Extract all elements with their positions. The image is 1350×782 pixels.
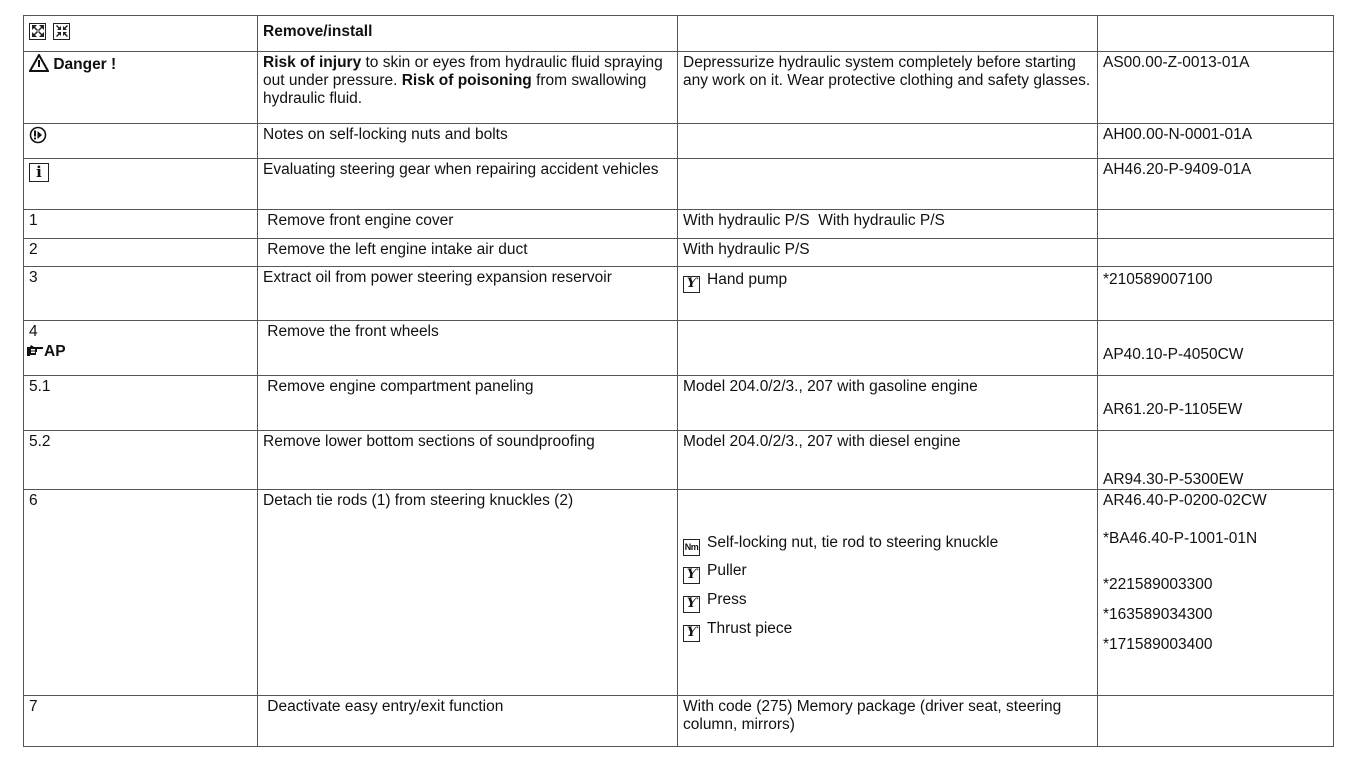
step-number: 2 bbox=[24, 239, 258, 267]
ap-label: AP bbox=[44, 343, 66, 360]
special-tool-icon: Ƴ bbox=[683, 567, 700, 584]
header-icons-cell bbox=[24, 16, 258, 52]
step-row bbox=[24, 490, 1334, 696]
step-number-cell bbox=[24, 321, 258, 376]
step-text: Remove lower bottom sections of soundproofing bbox=[258, 431, 678, 490]
header-title: Remove/install bbox=[258, 16, 678, 52]
special-tool-icon: Ƴ bbox=[683, 625, 700, 642]
step-number: 7 bbox=[24, 696, 258, 747]
note-text: Notes on self-locking nuts and bolts bbox=[258, 124, 678, 159]
step-row bbox=[24, 210, 1334, 239]
step-ref[interactable]: AP40.10-P-4050CW bbox=[1103, 346, 1244, 363]
step-text: Remove the front wheels bbox=[258, 321, 678, 376]
step-row bbox=[24, 239, 1334, 267]
step-detail-cell bbox=[678, 490, 1098, 696]
risk-poisoning-label: Risk of poisoning bbox=[401, 72, 532, 89]
torque-spec bbox=[683, 534, 1093, 556]
tool-name: Thrust piece bbox=[707, 620, 793, 637]
step-note: With code (275) Memory package (driver seat, steering column, mirrors) bbox=[678, 696, 1098, 747]
step-row bbox=[24, 321, 1334, 376]
danger-ref[interactable]: AS00.00-Z-0013-01A bbox=[1098, 52, 1334, 124]
step-row bbox=[24, 696, 1334, 747]
danger-risk-cell bbox=[258, 52, 678, 124]
step-number: 4 bbox=[29, 323, 38, 340]
torque-icon: Nm bbox=[683, 539, 700, 556]
danger-label-cell bbox=[24, 52, 258, 124]
step-text: Deactivate easy entry/exit function bbox=[258, 696, 678, 747]
step-number: 3 bbox=[24, 267, 258, 321]
step-ref[interactable]: AR46.40-P-0200-02CW bbox=[1103, 492, 1267, 509]
tool-ref[interactable]: *163589034300 bbox=[1103, 606, 1213, 623]
procedure-table bbox=[23, 15, 1334, 747]
note-row bbox=[24, 124, 1334, 159]
step-text: Remove the left engine intake air duct bbox=[258, 239, 678, 267]
step-ref-cell bbox=[1098, 490, 1334, 696]
step-row bbox=[24, 431, 1334, 490]
step-note: With hydraulic P/S With hydraulic P/S bbox=[678, 210, 1098, 239]
tool-ref[interactable]: *171589003400 bbox=[1103, 636, 1213, 653]
note-row bbox=[24, 159, 1334, 210]
risk-injury-text: to skin or eyes from hydraulic fluid spraying out under pressure. bbox=[263, 54, 663, 89]
tool-name: Hand pump bbox=[707, 271, 788, 288]
header-row bbox=[24, 16, 1334, 52]
step-number: 5.1 bbox=[24, 376, 258, 431]
special-tool-icon: Ƴ bbox=[683, 596, 700, 613]
expand-icon[interactable] bbox=[29, 23, 46, 40]
info-icon: i bbox=[29, 163, 49, 182]
step-note: Model 204.0/2/3., 207 with gasoline engine bbox=[678, 376, 1098, 431]
step-number: 1 bbox=[24, 210, 258, 239]
step-row bbox=[24, 376, 1334, 431]
risk-injury-label: Risk of injury bbox=[263, 54, 362, 71]
step-number: 6 bbox=[24, 490, 258, 696]
tool-name: Puller bbox=[707, 562, 747, 579]
step-ref[interactable]: AR94.30-P-5300EW bbox=[1103, 471, 1244, 488]
danger-label: Danger ! bbox=[53, 56, 117, 73]
note-empty-cell bbox=[678, 124, 1098, 159]
tool-item bbox=[683, 620, 1093, 642]
step-ref-cell bbox=[1098, 376, 1334, 431]
step-ref-cell bbox=[1098, 321, 1334, 376]
step-ref[interactable]: AR61.20-P-1105EW bbox=[1103, 401, 1243, 418]
warning-triangle-icon bbox=[29, 54, 49, 77]
step-number: 5.2 bbox=[24, 431, 258, 490]
tool-name: Press bbox=[707, 591, 747, 608]
special-tool-icon: Ƴ bbox=[683, 276, 700, 293]
collapse-icon[interactable] bbox=[53, 23, 70, 40]
tool-item bbox=[683, 562, 1093, 584]
ap-reference[interactable] bbox=[26, 343, 253, 363]
note-icon-cell bbox=[24, 124, 258, 159]
step-text: Remove front engine cover bbox=[258, 210, 678, 239]
tool-item bbox=[683, 591, 1093, 613]
note-icon-cell bbox=[24, 159, 258, 210]
header-empty-cell bbox=[1098, 16, 1334, 52]
tool-ref[interactable]: *221589003300 bbox=[1103, 576, 1213, 593]
header-empty-cell bbox=[678, 16, 1098, 52]
note-empty-cell bbox=[678, 159, 1098, 210]
step-text: Detach tie rods (1) from steering knuckles (2) bbox=[258, 490, 678, 696]
step-ref bbox=[1098, 239, 1334, 267]
step-tool-cell bbox=[678, 267, 1098, 321]
step-text: Extract oil from power steering expansion reservoir bbox=[258, 267, 678, 321]
step-note: Model 204.0/2/3., 207 with diesel engine bbox=[678, 431, 1098, 490]
tool-ref[interactable]: *210589007100 bbox=[1098, 267, 1334, 321]
torque-text: Self-locking nut, tie rod to steering knuckle bbox=[707, 534, 999, 551]
torque-ref[interactable]: *BA46.40-P-1001-01N bbox=[1103, 530, 1258, 547]
danger-row bbox=[24, 52, 1334, 124]
step-ref bbox=[1098, 696, 1334, 747]
step-row bbox=[24, 267, 1334, 321]
danger-measure: Depressurize hydraulic system completely before starting any work on it. Wear protective clothing and safety glasses. bbox=[678, 52, 1098, 124]
note-ref[interactable]: AH46.20-P-9409-01A bbox=[1098, 159, 1334, 210]
risk-poisoning-text: from swallowing hydraulic fluid. bbox=[263, 72, 647, 107]
step-note bbox=[678, 321, 1098, 376]
pointing-hand-icon bbox=[26, 344, 44, 363]
step-ref-cell bbox=[1098, 431, 1334, 490]
note-ref[interactable]: AH00.00-N-0001-01A bbox=[1098, 124, 1334, 159]
step-note: With hydraulic P/S bbox=[678, 239, 1098, 267]
step-text: Remove engine compartment paneling bbox=[258, 376, 678, 431]
attention-circle-icon bbox=[29, 126, 47, 149]
step-ref bbox=[1098, 210, 1334, 239]
note-text: Evaluating steering gear when repairing accident vehicles bbox=[258, 159, 678, 210]
